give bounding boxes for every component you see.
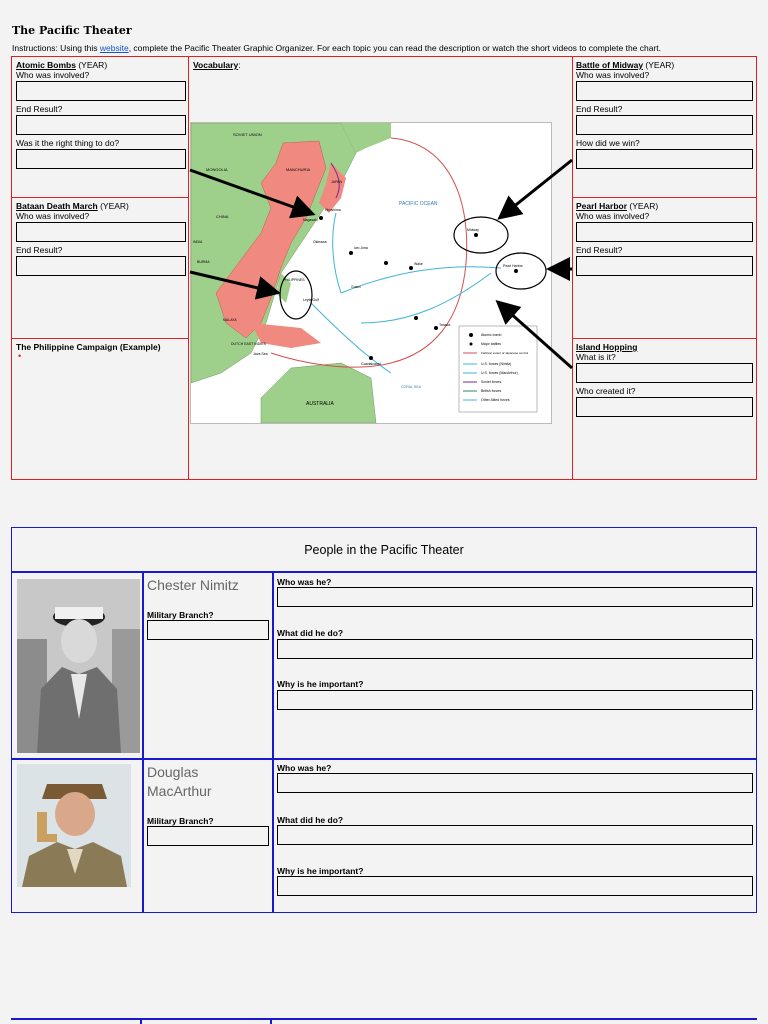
bataan-title: Bataan Death March: [16, 201, 98, 211]
map-label-china: CHINA: [216, 214, 229, 219]
pointer-arrows: [0, 0, 768, 480]
pearl-q1: Who was involved?: [576, 211, 650, 221]
midway-year: (YEAR): [643, 60, 675, 70]
map-label-australia: AUSTRALIA: [306, 401, 334, 407]
pearl-year: (YEAR): [627, 201, 659, 211]
nimitz-q3-field[interactable]: [277, 690, 753, 710]
arrow-to-midway: [502, 160, 572, 216]
atomic-q3: Was it the right thing to do?: [16, 138, 120, 148]
macarthur-q2-field[interactable]: [277, 825, 753, 845]
legend-item: Soviet forces: [481, 380, 502, 384]
legend-item: U.S. forces (MacArthur): [481, 371, 518, 375]
pearl-title: Pearl Harbor: [576, 201, 628, 211]
map-label-soviet: SOVIET UNION: [233, 132, 262, 137]
atomic-bombs-title: Atomic Bombs: [16, 60, 76, 70]
map-label-guam: Guam: [351, 285, 361, 289]
island-q2: Who created it?: [576, 386, 636, 396]
midway-q1: Who was involved?: [576, 70, 650, 80]
island-q1: What is it?: [576, 352, 616, 362]
nimitz-q2: What did he do?: [277, 628, 344, 638]
map-label-hiroshima: Hiroshima: [325, 208, 341, 212]
map-label-nagasaki: Nagasaki: [303, 218, 318, 222]
macarthur-name-line1: Douglas: [147, 764, 199, 780]
map-label-leyte: Leyte Gulf: [303, 298, 319, 302]
divider: [142, 573, 144, 913]
map-label-midway: Midway: [467, 228, 479, 232]
nimitz-q1-field[interactable]: [277, 587, 753, 607]
divider: [12, 758, 756, 760]
macarthur-q3-field[interactable]: [277, 876, 753, 896]
page-title: The Pacific Theater: [12, 24, 132, 37]
macarthur-q1-field[interactable]: [277, 773, 753, 793]
map-label-coral: CORAL SEA: [401, 385, 421, 389]
map-label-java: Java Sea: [253, 352, 268, 356]
arrow-to-japan: [190, 170, 310, 213]
map-label-mongolia: MONGOLIA: [206, 167, 228, 172]
map-label-iwo: Iwo Jima: [354, 246, 368, 250]
people-table: [11, 527, 757, 913]
legend-item: Atomic bomb: [481, 333, 502, 337]
legend-item: U.S. forces (Nimitz): [481, 362, 512, 366]
next-table-edge: [11, 1018, 757, 1024]
midway-q2: End Result?: [576, 104, 623, 114]
map-label-japan: JAPAN: [331, 180, 343, 184]
bataan-q1: Who was involved?: [16, 211, 90, 221]
map-label-wake: Wake: [414, 262, 423, 266]
midway-q3: How did we win?: [576, 138, 640, 148]
website-link[interactable]: website: [99, 43, 129, 53]
bataan-q2: End Result?: [16, 245, 63, 255]
macarthur-photo: [17, 764, 131, 887]
divider: [272, 573, 274, 913]
philippine-title: The Philippine Campaign (Example): [16, 342, 161, 352]
macarthur-name-line2: MacArthur: [147, 783, 212, 799]
macarthur-portrait: [17, 764, 131, 887]
nimitz-name: Chester Nimitz: [147, 577, 239, 593]
bataan-year: (YEAR): [97, 201, 129, 211]
legend-item: British forces: [481, 389, 502, 393]
nimitz-photo: [17, 579, 140, 753]
macarthur-branch-label: Military Branch?: [147, 816, 214, 826]
map-label-india: INDIA: [193, 240, 203, 244]
map-label-eastindies: DUTCH EAST INDIES: [231, 342, 266, 346]
legend-item: Farthest extent of Japanese control: [481, 351, 529, 355]
people-table-header: People in the Pacific Theater: [12, 528, 756, 573]
nimitz-branch-field[interactable]: [147, 620, 269, 640]
macarthur-q3: Why is he important?: [277, 866, 364, 876]
map-label-burma: BURMA: [197, 260, 210, 264]
map-label-philippines: PHILIPPINES: [283, 278, 305, 282]
map-label-tarawa: Tarawa: [439, 323, 451, 327]
pearl-q2: End Result?: [576, 245, 623, 255]
nimitz-q3: Why is he important?: [277, 679, 364, 689]
vocabulary-title: Vocabulary: [193, 60, 239, 70]
island-title: Island Hopping: [576, 342, 638, 352]
map-label-pacific: PACIFIC OCEAN: [399, 201, 438, 207]
midway-title: Battle of Midway: [576, 60, 644, 70]
nimitz-q2-field[interactable]: [277, 639, 753, 659]
legend-item: Other Allied forces: [481, 398, 510, 402]
nimitz-q1: Who was he?: [277, 577, 332, 587]
atomic-bombs-year: (YEAR): [75, 60, 108, 70]
map-label-guadalcanal: Guadalcanal: [361, 362, 381, 366]
nimitz-branch-label: Military Branch?: [147, 610, 214, 620]
nimitz-portrait: [17, 579, 140, 753]
map-label-manchuria: MANCHURIA: [286, 167, 311, 172]
arrow-island-hopping: [500, 304, 572, 368]
map-label-malaya: MALAYA: [223, 318, 237, 322]
macarthur-q1: Who was he?: [277, 763, 332, 773]
instructions-text-pre: Instructions: Using this: [12, 43, 100, 53]
map-label-okinawa: Okinawa: [313, 240, 327, 244]
bullet-icon: •: [18, 351, 22, 361]
macarthur-q2: What did he do?: [277, 815, 344, 825]
arrow-to-philippines: [190, 272, 275, 292]
legend-item: Major battles: [481, 342, 502, 346]
instructions-text-post: , complete the Pacific Theater Graphic Organizer. For each topic you can read the description or watch the short videos to complete the chart.: [128, 43, 662, 53]
vocabulary-colon: :: [238, 60, 241, 70]
atomic-q2: End Result?: [16, 104, 63, 114]
map-label-pearl: Pearl Harbor: [503, 264, 523, 268]
atomic-q1: Who was involved?: [16, 70, 90, 80]
macarthur-branch-field[interactable]: [147, 826, 269, 846]
